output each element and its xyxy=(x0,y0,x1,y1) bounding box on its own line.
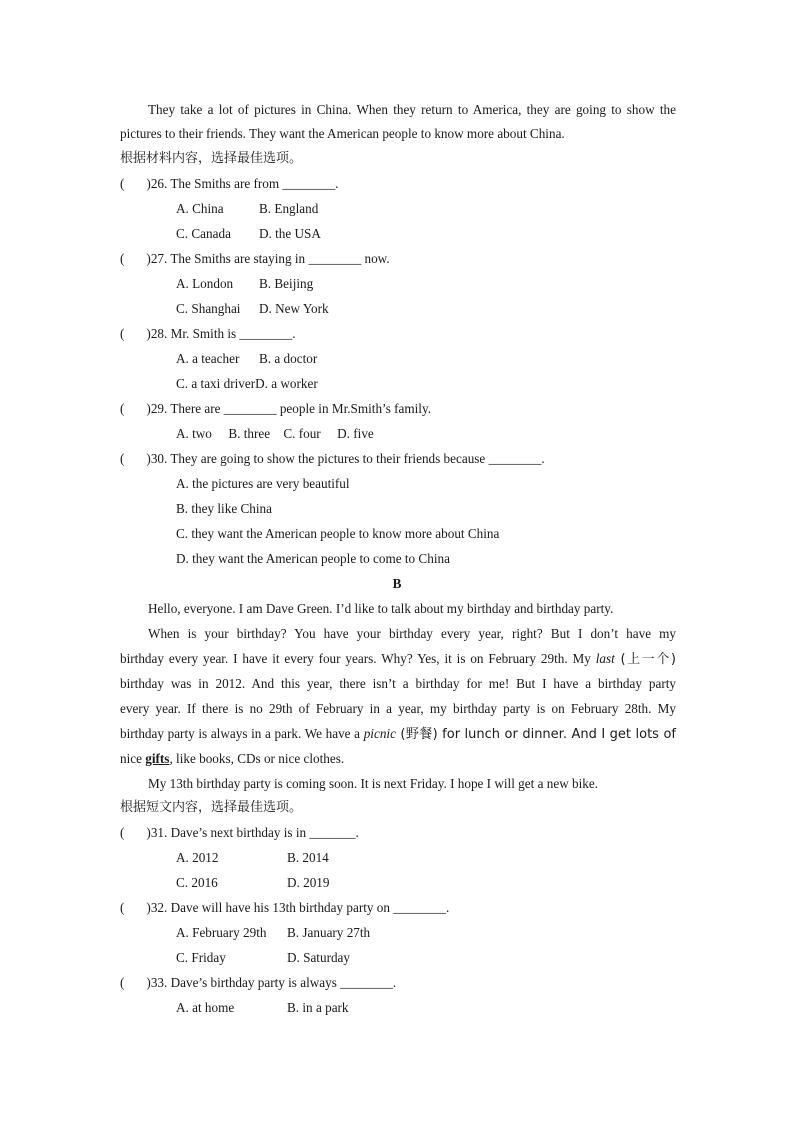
question-26 xyxy=(120,175,338,193)
question-33 xyxy=(120,974,396,992)
question-27 xyxy=(120,250,390,268)
text-segment: , like books, CDs or nice clothes. xyxy=(169,751,345,766)
question-29 xyxy=(120,400,431,418)
question-text: 29. There are ________ people in Mr.Smith’s family. xyxy=(150,401,431,416)
question-31 xyxy=(120,824,359,842)
answer-bracket-open[interactable]: ( xyxy=(120,401,125,416)
text-segment: birthday every year. I have it every four years. Why? Yes, it is on February 29th. My xyxy=(120,651,596,666)
answer-bracket-close: ) xyxy=(146,825,151,840)
options-28-cd[interactable]: C. a taxi driverD. a worker xyxy=(176,376,318,391)
option-26-d[interactable]: D. the USA xyxy=(259,226,321,241)
option-26-a[interactable]: A. China xyxy=(176,201,224,216)
question-text: 31. Dave’s next birthday is in _______. xyxy=(150,825,359,840)
text-segment xyxy=(396,726,676,741)
option-28-b[interactable]: B. a doctor xyxy=(259,351,318,366)
options-26-cd xyxy=(176,225,321,243)
options-33-ab xyxy=(176,999,349,1017)
passage-b-line-2 xyxy=(120,650,676,669)
question-32 xyxy=(120,899,449,917)
option-28-a[interactable]: A. a teacher xyxy=(176,351,240,366)
option-31-b[interactable]: B. 2014 xyxy=(287,850,329,865)
option-32-a[interactable]: A. February 29th xyxy=(176,925,267,940)
question-text: 30. They are going to show the pictures to their friends because ________. xyxy=(150,451,545,466)
gloss-picnic: (野餐) for lunch or dinner. And I get lots of xyxy=(395,727,676,742)
answer-bracket-close: ) xyxy=(146,326,151,341)
option-30-c[interactable]: C. they want the American people to know more about China xyxy=(176,526,500,541)
passage-b-line-5 xyxy=(120,725,676,744)
option-32-b[interactable]: B. January 27th xyxy=(287,925,371,940)
option-33-b[interactable]: B. in a park xyxy=(287,1000,349,1015)
answer-bracket-close: ) xyxy=(146,401,151,416)
option-30-a[interactable]: A. the pictures are very beautiful xyxy=(176,476,350,491)
options-31-ab xyxy=(176,849,329,867)
passage-a-line-1: They take a lot of pictures in China. When they return to America, they are going to show the xyxy=(148,102,676,117)
option-31-c[interactable]: C. 2016 xyxy=(176,875,218,890)
options-26-ab xyxy=(176,200,318,218)
option-27-c[interactable]: C. Shanghai xyxy=(176,301,241,316)
instruction-b: 根据短文内容，选择最佳选项。 xyxy=(120,800,303,815)
question-text: 27. The Smiths are staying in ________ now. xyxy=(150,251,390,266)
passage-b-line-6 xyxy=(120,750,676,768)
option-33-a[interactable]: A. at home xyxy=(176,1000,235,1015)
option-27-d[interactable]: D. New York xyxy=(259,301,329,316)
options-27-cd xyxy=(176,300,329,318)
answer-bracket-open[interactable]: ( xyxy=(120,900,125,915)
question-28 xyxy=(120,325,296,343)
option-31-d[interactable]: D. 2019 xyxy=(287,875,330,890)
option-30-d[interactable]: D. they want the American people to come to China xyxy=(176,551,450,566)
option-27-b[interactable]: B. Beijing xyxy=(259,276,314,291)
glossed-word-picnic: picnic xyxy=(363,726,396,741)
question-text: 26. The Smiths are from ________. xyxy=(150,176,339,191)
options-32-ab xyxy=(176,924,370,942)
passage-b-paragraph-3: My 13th birthday party is coming soon. It is next Friday. I hope I will get a new bike. xyxy=(148,776,599,791)
gloss-last: (上一个) xyxy=(614,652,676,667)
underlined-word-gifts: gifts xyxy=(145,751,170,766)
answer-bracket-open[interactable]: ( xyxy=(120,251,125,266)
question-30 xyxy=(120,450,545,468)
answer-bracket-open[interactable]: ( xyxy=(120,176,125,191)
question-text: 32. Dave will have his 13th birthday party on ________. xyxy=(150,900,450,915)
options-28-ab xyxy=(176,350,317,368)
option-30-b[interactable]: B. they like China xyxy=(176,501,272,516)
options-31-cd xyxy=(176,874,330,892)
answer-bracket-close: ) xyxy=(146,251,151,266)
section-heading-b: B xyxy=(392,576,402,591)
options-32-cd xyxy=(176,949,350,967)
question-text: 33. Dave’s birthday party is always ________. xyxy=(150,975,397,990)
option-32-d[interactable]: D. Saturday xyxy=(287,950,350,965)
option-26-c[interactable]: C. Canada xyxy=(176,226,231,241)
answer-bracket-close: ) xyxy=(146,900,151,915)
passage-a-line-2: pictures to their friends. They want the American people to know more about China. xyxy=(120,126,565,141)
option-31-a[interactable]: A. 2012 xyxy=(176,850,219,865)
answer-bracket-open[interactable]: ( xyxy=(120,975,125,990)
passage-b-line-3: birthday was in 2012. And this year, there isn’t a birthday for me! But I have a birthday party xyxy=(120,676,676,691)
instruction-a: 根据材料内容，选择最佳选项。 xyxy=(120,151,303,166)
text-segment: nice xyxy=(120,751,146,766)
passage-b-line-4: every year. If there is no 29th of February in a year, my birthday party is on February 28th. My xyxy=(120,701,676,716)
answer-bracket-close: ) xyxy=(146,176,151,191)
option-26-b[interactable]: B. England xyxy=(259,201,319,216)
answer-bracket-open[interactable]: ( xyxy=(120,825,125,840)
text-segment: birthday party is always in a park. We have a xyxy=(120,726,364,741)
passage-b-paragraph-1: Hello, everyone. I am Dave Green. I’d like to talk about my birthday and birthday party. xyxy=(148,601,614,616)
question-text: 28. Mr. Smith is ________. xyxy=(150,326,296,341)
options-27-ab xyxy=(176,275,313,293)
answer-bracket-close: ) xyxy=(146,451,151,466)
answer-bracket-open[interactable]: ( xyxy=(120,326,125,341)
options-29[interactable]: A. two B. three C. four D. five xyxy=(176,426,374,441)
answer-bracket-open[interactable]: ( xyxy=(120,451,125,466)
glossed-word-last: last xyxy=(595,651,615,666)
passage-b-line-1: When is your birthday? You have your birthday every year, right? But I don’t have my xyxy=(148,626,676,641)
option-32-c[interactable]: C. Friday xyxy=(176,950,226,965)
answer-bracket-close: ) xyxy=(146,975,151,990)
option-27-a[interactable]: A. London xyxy=(176,276,234,291)
